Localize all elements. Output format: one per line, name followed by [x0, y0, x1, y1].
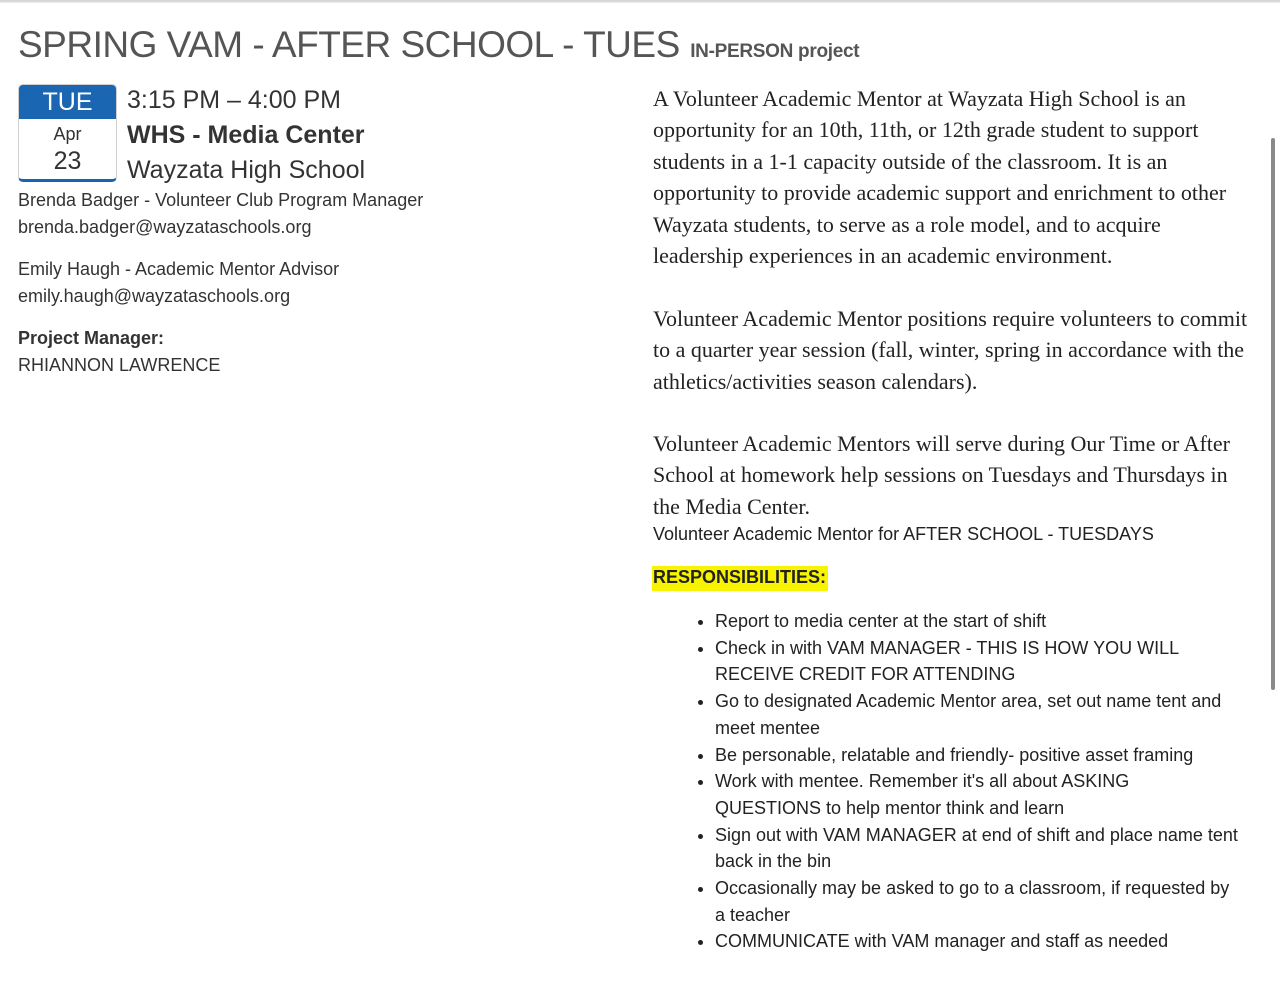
description-paragraph: A Volunteer Academic Mentor at Wayzata High School is an opportunity for an 10th, 11th, or 12th grade student to support students in a 1-1 capacity outside of the classroom. It is an opportunity to provide academic support and enrichment to other Wayzata students, to serve as a role model, and to acquire leadership experiences in an academic environment.	[653, 86, 1227, 269]
page-header	[18, 24, 859, 66]
role-line: Volunteer Academic Mentor for AFTER SCHOOL - TUESDAYS	[653, 524, 1154, 544]
contact-name-role: Emily Haugh - Academic Mentor Advisor	[18, 259, 340, 279]
responsibility-item: • Work with mentee. Remember it's all about ASKING QUESTIONS to help mentor think and learn	[715, 768, 1240, 821]
responsibility-item: • Occasionally may be asked to go to a classroom, if requested by a teacher	[715, 875, 1240, 928]
description-paragraph: Volunteer Academic Mentors will serve during Our Time or After School at homework help sessions on Tuesdays and Thursdays in the Media Center.	[653, 431, 1230, 519]
responsibility-item: • Sign out with VAM MANAGER at end of shift and place name tent back in the bin	[715, 822, 1240, 875]
contact-email[interactable]: brenda.badger@wayzataschools.org	[18, 217, 312, 237]
responsibilities-heading: RESPONSIBILITIES:	[652, 566, 828, 591]
scrollbar-thumb[interactable]	[1271, 138, 1275, 690]
page-title: SPRING VAM - AFTER SCHOOL - TUES	[18, 24, 680, 65]
event-time: 3:15 PM – 4:00 PM	[127, 86, 342, 114]
event-site: Wayzata High School	[127, 156, 366, 184]
contact-name-role: Brenda Badger - Volunteer Club Program Manager	[18, 190, 424, 210]
description-paragraph: Volunteer Academic Mentor positions require volunteers to commit to a quarter year session (fall, winter, spring in accordance with the athletics/activities season calendars).	[653, 306, 1248, 394]
responsibility-item: • Be personable, relatable and friendly- positive asset framing	[715, 742, 1240, 769]
responsibility-item: • Report to media center at the start of shift	[715, 608, 1240, 635]
calendar-date-badge	[18, 84, 117, 182]
project-type-tag: IN-PERSON project	[690, 41, 860, 62]
project-manager-name: RHIANNON LAWRENCE	[18, 355, 221, 375]
responsibility-item: • Check in with VAM MANAGER - THIS IS HOW YOU WILL RECEIVE CREDIT FOR ATTENDING	[715, 635, 1240, 688]
calendar-day: 23	[53, 147, 82, 175]
calendar-day-of-week: TUE	[19, 85, 116, 119]
calendar-month: Apr	[53, 124, 82, 144]
event-location: WHS - Media Center	[127, 121, 365, 149]
responsibility-item: • COMMUNICATE with VAM manager and staff as needed	[715, 928, 1240, 955]
responsibility-item: • Go to designated Academic Mentor area, set out name tent and meet mentee	[715, 688, 1240, 741]
responsibilities-list	[653, 608, 1240, 955]
top-border	[0, 0, 1280, 3]
contact-email[interactable]: emily.haugh@wayzataschools.org	[18, 286, 291, 306]
project-manager-label: Project Manager:	[18, 328, 165, 348]
